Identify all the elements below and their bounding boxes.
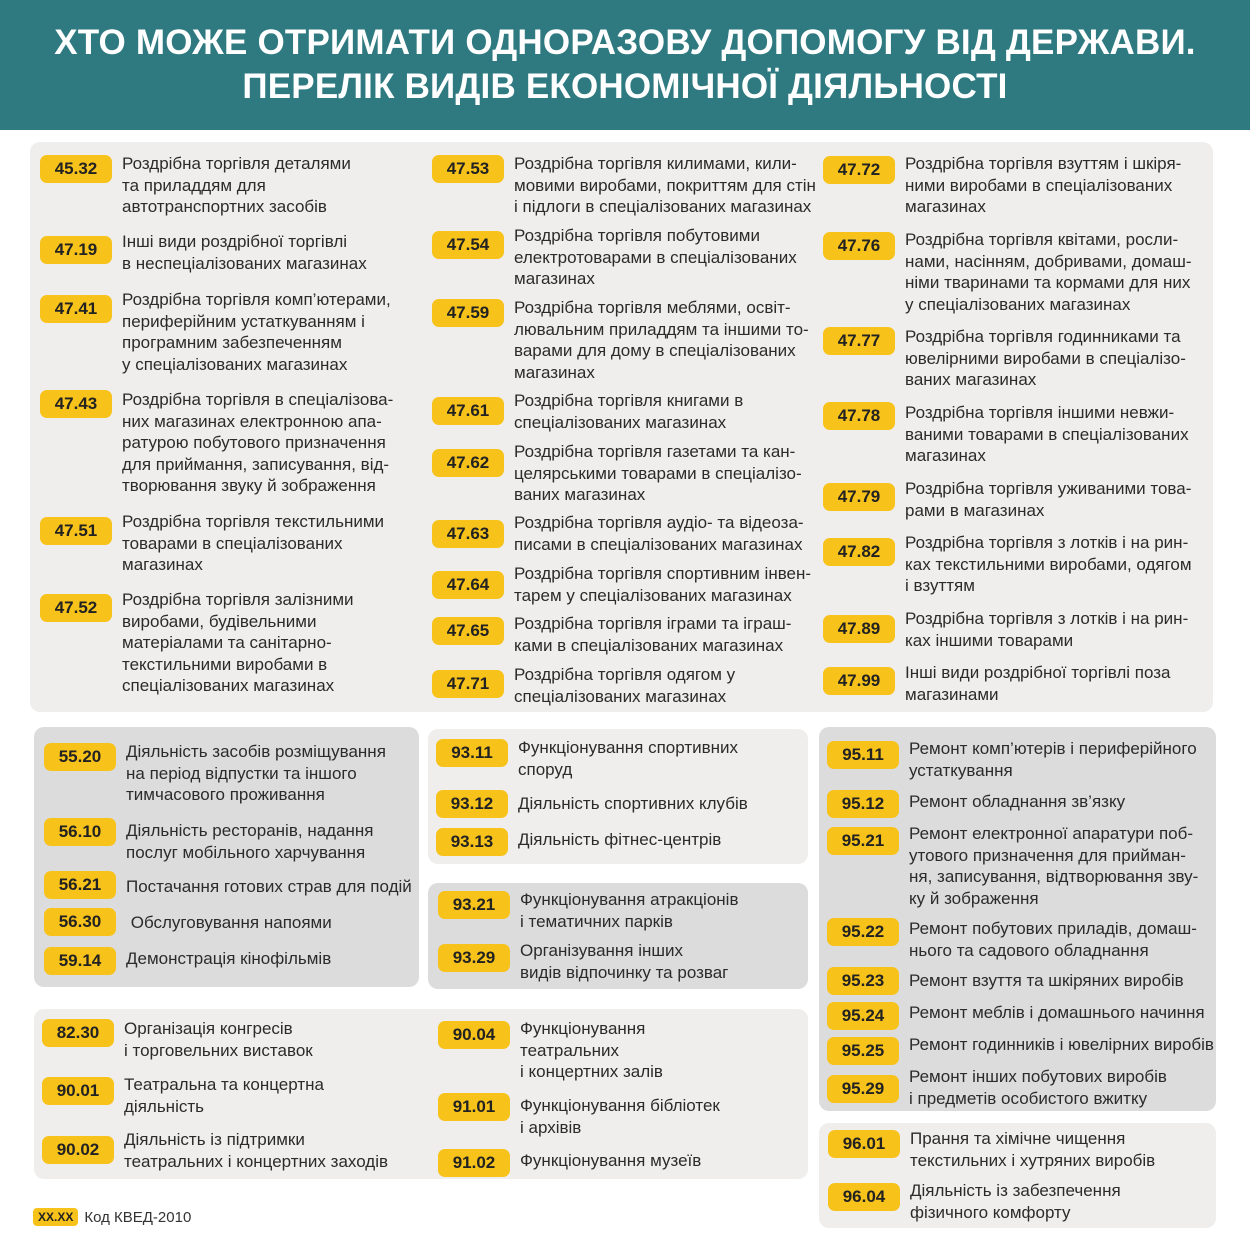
personal-services-column (828, 0, 1212, 1250)
activity-description-line: у спеціалізованих магазинах (122, 354, 348, 374)
activity-description-line: Ремонт годинників і ювелірних виробів (909, 1035, 1214, 1054)
activity-code-badge: 47.79 (823, 483, 895, 511)
activity-description-line: Роздрібна торгівля квітами, росли- (905, 230, 1179, 249)
activity-description-line: і предметів особистого вжитку (909, 1088, 1148, 1108)
activity-code-badge: 93.29 (438, 944, 510, 972)
activity-description-line: Демонстрація кінофільмів (126, 949, 332, 968)
activity-description-line: фізичного комфорту (910, 1202, 1071, 1222)
activity-code-badge: 47.71 (432, 670, 504, 698)
activity-description-line: ня, записування, відтворювання зву- (909, 867, 1199, 886)
activity-code-badge: 47.43 (40, 390, 112, 418)
activity-code-badge: 95.25 (827, 1037, 899, 1065)
activity-description (124, 1018, 427, 1061)
activity-description-line: та приладдям для (122, 175, 266, 195)
activity-description-line: товарами в спеціалізованих (122, 533, 343, 553)
activity-description-line: Роздрібна торгівля аудіо- та відеоза- (514, 513, 804, 532)
activity-description-line: спеціалізованих магазинах (514, 686, 727, 706)
activity-description-line: периферійним устаткуванням і (122, 311, 365, 331)
activity-description-line: Роздрібна торгівля годинниками та (905, 327, 1181, 346)
activity-description-line: магазинах (122, 555, 203, 574)
activity-code-badge: 96.04 (828, 1183, 900, 1211)
activity-code-badge: 47.51 (40, 517, 112, 545)
activity-description-line: Функціонування спортивних (518, 738, 739, 757)
activity-description-line: Ремонт меблів і домашнього начиння (909, 1003, 1205, 1022)
activity-description-line: ювелірними виробами в спеціалізо- (905, 348, 1186, 368)
activity-description-line: писами в спеціалізованих магазинах (514, 534, 803, 554)
activity-description-line: ками в спеціалізованих магазинах (514, 635, 784, 655)
activity-code-badge: 90.02 (42, 1136, 114, 1164)
activity-description-line: Функціонування бібліотек (520, 1096, 720, 1115)
activity-description-line: Ремонт обладнання зв’язку (909, 792, 1126, 811)
activity-code-badge: 55.20 (44, 743, 116, 771)
activity-code-badge: 47.89 (823, 615, 895, 643)
activity-description (124, 1129, 427, 1172)
activity-description-line: Роздрібна торгівля спортивним інвен- (514, 564, 812, 583)
activity-code-badge: 56.21 (44, 871, 116, 899)
activity-code-badge: 47.59 (432, 299, 504, 327)
activity-description-line: ку й зображення (909, 888, 1039, 908)
activity-code-badge: 82.30 (42, 1019, 114, 1047)
activity-description (520, 1018, 803, 1083)
activity-description-line: матеріалами та санітарно- (122, 633, 332, 652)
activity-code-badge: 93.13 (436, 828, 508, 856)
activity-description-line: ваних магазинах (514, 485, 646, 504)
activity-code-badge: 47.41 (40, 295, 112, 323)
culture-column-left (42, 0, 427, 1250)
activity-description-line: ратурою побутового призначення (122, 433, 386, 452)
activity-description-line: ваних магазинах (905, 370, 1037, 389)
activity-description-line: і торговельних виставок (124, 1040, 313, 1060)
activity-description-line: і взуттям (905, 576, 975, 595)
activity-description-line: Роздрібна торгівля уживаними това- (905, 479, 1192, 498)
activity-description-line: нами, насінням, добривами, домаш- (905, 251, 1192, 271)
activity-description-line: Ремонт електронної апаратури поб- (909, 824, 1194, 843)
activity-description-line: Роздрібна торгівля книгами в (514, 391, 744, 410)
culture-column-right (438, 0, 803, 1250)
activity-description-line: Ремонт взуття та шкіряних виробів (909, 971, 1184, 990)
activity-description-line: тимчасового проживання (126, 785, 325, 804)
activity-description-line: спеціалізованих магазинах (514, 412, 727, 432)
activity-description-line: видів відпочинку та розваг (520, 962, 729, 982)
activity-description-line: виробами, будівельними (122, 611, 317, 631)
activity-description-line: німи тваринами та кормами для них (905, 273, 1191, 292)
activity-description-line: Діяльність спортивних клубів (518, 794, 748, 813)
activity-description-line: і підлоги в спеціалізованих магазинах (514, 197, 812, 216)
activity-code-badge: 47.54 (432, 231, 504, 259)
activity-description-line: текстильних і хутряних виробів (910, 1150, 1156, 1170)
activity-description-line: Функціонування (520, 1019, 646, 1038)
activity-code-badge: 91.02 (438, 1149, 510, 1177)
activity-description-line: ках іншими товарами (905, 630, 1074, 650)
activity-code-badge: 47.52 (40, 594, 112, 622)
activity-code-badge: 47.78 (823, 402, 895, 430)
activity-code-badge: 47.76 (823, 232, 895, 260)
activity-description-line: Діяльність із підтримки (124, 1130, 305, 1149)
activity-description-line: магазинах (514, 269, 595, 288)
activity-description-line: Обслуговування напоями (126, 913, 332, 932)
activity-description-line: Роздрібна торгівля побутовими (514, 226, 760, 245)
activity-code-badge: 90.01 (42, 1077, 114, 1105)
activity-description (520, 1150, 803, 1172)
activity-description-line: Театральна та концертна (124, 1075, 324, 1094)
activity-description-line: Ремонт побутових приладів, домаш- (909, 919, 1197, 938)
activity-description-line: тарем у спеціалізованих магазинах (514, 585, 792, 605)
activity-code-badge: 95.12 (827, 790, 899, 818)
activity-description-line: Прання та хімічне чищення (910, 1129, 1126, 1148)
activity-code-badge: 47.53 (432, 155, 504, 183)
activity-description-line: театральних (520, 1040, 619, 1060)
activity-description-line: Інші види роздрібної торгівлі (122, 232, 348, 251)
activity-code-badge: 47.61 (432, 397, 504, 425)
activity-description-line: у спеціалізованих магазинах (905, 294, 1131, 314)
activity-description-line: целярськими товарами в спеціалізо- (514, 463, 802, 483)
activity-code-badge: 45.32 (40, 155, 112, 183)
activity-description-line: і концертних залів (520, 1062, 663, 1081)
activity-description-line: рами в магазинах (905, 500, 1045, 520)
page-title-line-2: ПЕРЕЛІК ВИДІВ ЕКОНОМІЧНОЇ ДІЯЛЬНОСТІ (242, 67, 1008, 106)
activity-code-badge: 47.62 (432, 449, 504, 477)
activity-description-line: Постачання готових страв для подій (126, 877, 412, 896)
activity-code-badge: 93.21 (438, 891, 510, 919)
activity-code-badge: 95.11 (827, 741, 899, 769)
activity-description-line: Діяльність із забезпечення (910, 1181, 1121, 1200)
activity-code-badge: 95.29 (827, 1075, 899, 1103)
activity-description-line: мовими виробами, покриттям для стін (514, 175, 816, 195)
activity-description-line: для приймання, записування, від- (122, 454, 390, 474)
activity-description-line: Ремонт комп’ютерів і периферійного (909, 739, 1197, 758)
activity-code-badge: 95.21 (827, 827, 899, 855)
activity-code-badge: 56.10 (44, 818, 116, 846)
activity-description (910, 1128, 1212, 1171)
activity-description-line: і тематичних парків (520, 911, 673, 931)
activity-code-badge: 47.72 (823, 156, 895, 184)
activity-code-badge: 47.64 (432, 571, 504, 599)
activity-description-line: автотранспортних засобів (122, 197, 327, 216)
activity-code-badge: 47.82 (823, 538, 895, 566)
activity-code-badge: 47.65 (432, 617, 504, 645)
activity-description-line: діяльність (124, 1096, 204, 1116)
activity-description-line: Роздрібна торгівля килимами, кили- (514, 154, 797, 173)
activity-description-line: Роздрібна торгівля в спеціалізова- (122, 390, 394, 409)
activity-description-line: спеціалізованих магазинах (122, 676, 335, 695)
legend-label: Код КВЕД-2010 (84, 1208, 192, 1226)
activity-description-line: Роздрібна торгівля деталями (122, 154, 351, 173)
page-title-line-1: ХТО МОЖЕ ОТРИМАТИ ОДНОРАЗОВУ ДОПОМОГУ ВІД ДЕРЖАВИ. (54, 23, 1196, 62)
activity-code-badge: 59.14 (44, 947, 116, 975)
activity-description-line: Діяльність фітнес-центрів (518, 830, 722, 849)
activity-description-line: Діяльність ресторанів, надання (126, 821, 374, 840)
activity-description-line: текстильними виробами в (122, 654, 328, 674)
activity-description-line: Роздрібна торгівля з лотків і на рин- (905, 533, 1189, 552)
activity-description-line: магазинах (905, 446, 986, 465)
activity-code-badge: 95.24 (827, 1002, 899, 1030)
activity-description-line: Інші види роздрібної торгівлі поза (905, 663, 1171, 682)
activity-description-line: Діяльність засобів розміщування (126, 742, 386, 761)
activity-description-line: Роздрібна торгівля іграми та іграш- (514, 614, 792, 633)
activity-code-badge: 95.23 (827, 967, 899, 995)
activity-description-line: устаткування (909, 760, 1013, 780)
activity-description-line: ними виробами в спеціалізованих (905, 175, 1173, 195)
activity-description-line: варами для дому в спеціалізованих (514, 341, 796, 360)
activity-code-badge: 47.63 (432, 520, 504, 548)
activity-code-badge: 47.99 (823, 667, 895, 695)
activity-code-badge: 47.19 (40, 236, 112, 264)
activity-description-line: магазинах (905, 197, 986, 216)
activity-description (520, 1095, 803, 1138)
activity-description-line: Роздрібна торгівля взуттям і шкіря- (905, 154, 1182, 173)
activity-description-line: на період відпустки та іншого (126, 763, 357, 783)
activity-description-line: Організація конгресів (124, 1019, 293, 1038)
activity-description-line: лювальним приладдям та іншими то- (514, 319, 809, 339)
activity-description-line: Роздрібна торгівля іншими невжи- (905, 403, 1175, 422)
legend (33, 1208, 191, 1226)
activity-description-line: Роздрібна торгівля комп’ютерами, (122, 290, 391, 309)
activity-code-badge: 96.01 (828, 1130, 900, 1158)
activity-description (124, 1074, 427, 1117)
activity-description-line: Функціонування атракціонів (520, 890, 739, 909)
activity-description-line: Функціонування музеїв (520, 1151, 702, 1170)
activity-description-line: магазинами (905, 684, 999, 704)
activity-description-line: і архівів (520, 1117, 582, 1137)
activity-description-line: Роздрібна торгівля меблями, освіт- (514, 298, 791, 317)
activity-code-badge: 56.30 (44, 908, 116, 936)
activity-description-line: театральних і концертних заходів (124, 1151, 389, 1171)
activity-description (910, 1180, 1212, 1223)
activity-code-badge: 93.12 (436, 790, 508, 818)
activity-code-badge: 93.11 (436, 739, 508, 767)
activity-description-line: послуг мобільного харчування (126, 842, 366, 862)
activity-description-line: ваними товарами в спеціалізованих (905, 424, 1189, 444)
activity-description-line: програмним забезпеченням (122, 333, 342, 352)
activity-code-badge: 90.04 (438, 1021, 510, 1049)
activity-description-line: Роздрібна торгівля газетами та кан- (514, 442, 796, 461)
activity-description-line: Ремонт інших побутових виробів (909, 1067, 1167, 1086)
activity-description-line: Роздрібна торгівля текстильними (122, 512, 385, 531)
activity-description-line: в неспеціалізованих магазинах (122, 253, 367, 273)
legend-code-badge: XX.XX (33, 1208, 78, 1226)
activity-description-line: споруд (518, 759, 573, 779)
activity-code-badge: 95.22 (827, 918, 899, 946)
activity-description-line: магазинах (514, 362, 595, 382)
activity-description-line: них магазинах електронною апа- (122, 411, 382, 431)
activity-description-line: Роздрібна торгівля залізними (122, 590, 354, 609)
activity-description-line: ках текстильними виробами, одягом (905, 554, 1192, 574)
activity-code-badge: 47.77 (823, 327, 895, 355)
activity-description-line: нього та садового обладнання (909, 940, 1149, 960)
activity-code-badge: 91.01 (438, 1093, 510, 1121)
activity-description-line: Організування інших (520, 941, 684, 960)
activity-description-line: утового призначення для прийман- (909, 845, 1186, 865)
activity-description-line: Роздрібна торгівля з лотків і на рин- (905, 609, 1189, 628)
activity-description-line: творювання звуку й зображення (122, 476, 376, 495)
activity-description-line: електротоварами в спеціалізованих (514, 247, 797, 267)
activity-description-line: Роздрібна торгівля одягом у (514, 665, 736, 684)
